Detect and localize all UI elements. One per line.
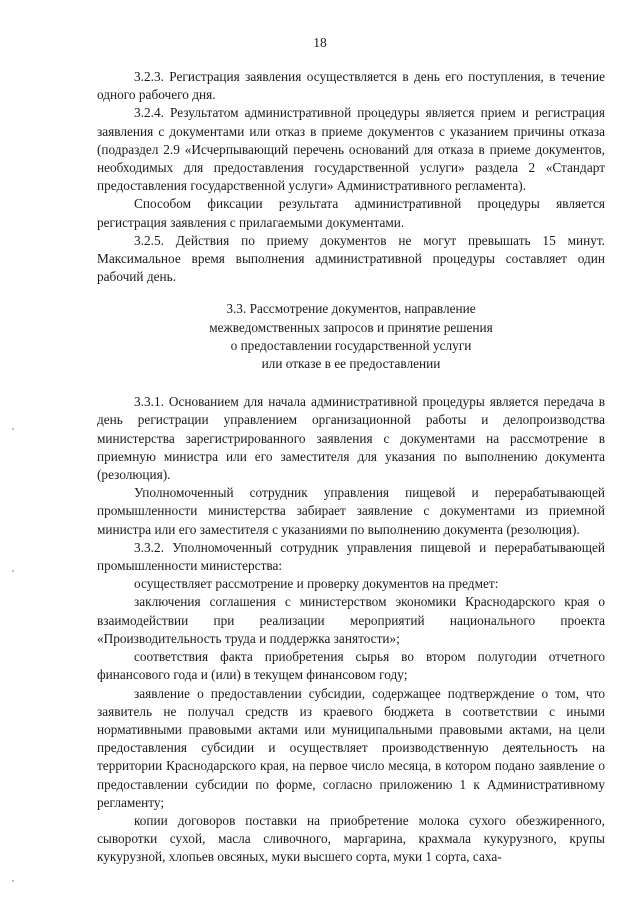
heading-line: межведомственных запросов и принятие решения: [209, 319, 493, 335]
margin-mark: [12, 880, 14, 882]
heading-line: 3.3. Рассмотрение документов, направление: [226, 301, 476, 317]
section-heading-3-3: [97, 300, 605, 373]
heading-line: о предоставлении государственной услуги: [230, 337, 472, 353]
heading-line: или отказе в ее предоставлении: [261, 356, 441, 372]
list-item-subsidy-application: заявление о предоставлении субсидии, содержащее подтверждение о том, что заявитель не получал средств из краевого бюджета в соответствии с иными нормативными правовыми актами или муниципальными правовыми актами, на цели предоставления субсидии и осуществляет производственную деятельность на территории Краснодарского края, на первое число месяца, в котором подано заявление о предоставлении субсидии по форме, согласно приложению 1 к Административному регламенту;: [97, 685, 605, 810]
list-item-raw-materials: соответствия факта приобретения сырья во втором полугодии отчетного финансового года и (или) в текущем финансовом году;: [97, 649, 605, 683]
paragraph-3-2-4: 3.2.4. Результатом административной процедуры является прием и регистрация заявления с документами или отказ в приеме документов с указанием причины отказа (подраздел 2.9 «Исчерпывающий перечень оснований для отказа в приеме документов, необходимых для предоставления государственной услуги» раздела 2 «Стандарт предоставления государственной услуги» Административного регламента).: [97, 105, 605, 194]
list-item-supply-contracts: копии договоров поставки на приобретение молока сухого обезжиренного, сыворотки сухой, масла сливочного, маргарина, крахмала кукурузного, крупы кукурузной, хлопьев овсяных, муки высшего сорта, муки 1 сорта, саха-: [97, 812, 605, 865]
paragraph-3-2-5: 3.2.5. Действия по приему документов не могут превышать 15 минут. Максимальное время выполнения административной процедуры составляет один рабочий день.: [97, 232, 605, 285]
paragraph-3-3-2: 3.3.2. Уполномоченный сотрудник управления пищевой и перерабатывающей промышленности министерства:: [97, 539, 605, 574]
paragraph-3-3-1: 3.3.1. Основанием для начала административной процедуры является передача в день регистрации управлением организационной работы и делопроизводства министерства зарегистрированного заявления с документами на рассмотрение в приемную министра или его заместителя для указания по выполнению документа (резолюция).: [97, 394, 605, 483]
page-number: 18: [313, 35, 327, 50]
paragraph-review-intro: осуществляет рассмотрение и проверку документов на предмет:: [134, 576, 499, 592]
paragraph-authorized-employee: Уполномоченный сотрудник управления пищевой и перерабатывающей промышленности министерства забирает заявление с документами из приемной министра или его заместителя с указаниями по выполнению документа (резолюция).: [97, 485, 605, 537]
margin-mark: [12, 570, 14, 572]
paragraph-fixation-method: Способом фиксации результата административной процедуры является регистрация заявления с прилагаемыми документами.: [97, 196, 605, 230]
body-text: [97, 68, 605, 867]
margin-mark: [12, 428, 14, 430]
paragraph-3-2-3: 3.2.3. Регистрация заявления осуществляется в день его поступления, в течение одного рабочего дня.: [97, 69, 605, 103]
list-item-agreement: заключения соглашения с министерством экономики Краснодарского края о взаимодействии при реализации мероприятий национального проекта «Производительность труда и поддержка занятости»;: [97, 594, 605, 646]
